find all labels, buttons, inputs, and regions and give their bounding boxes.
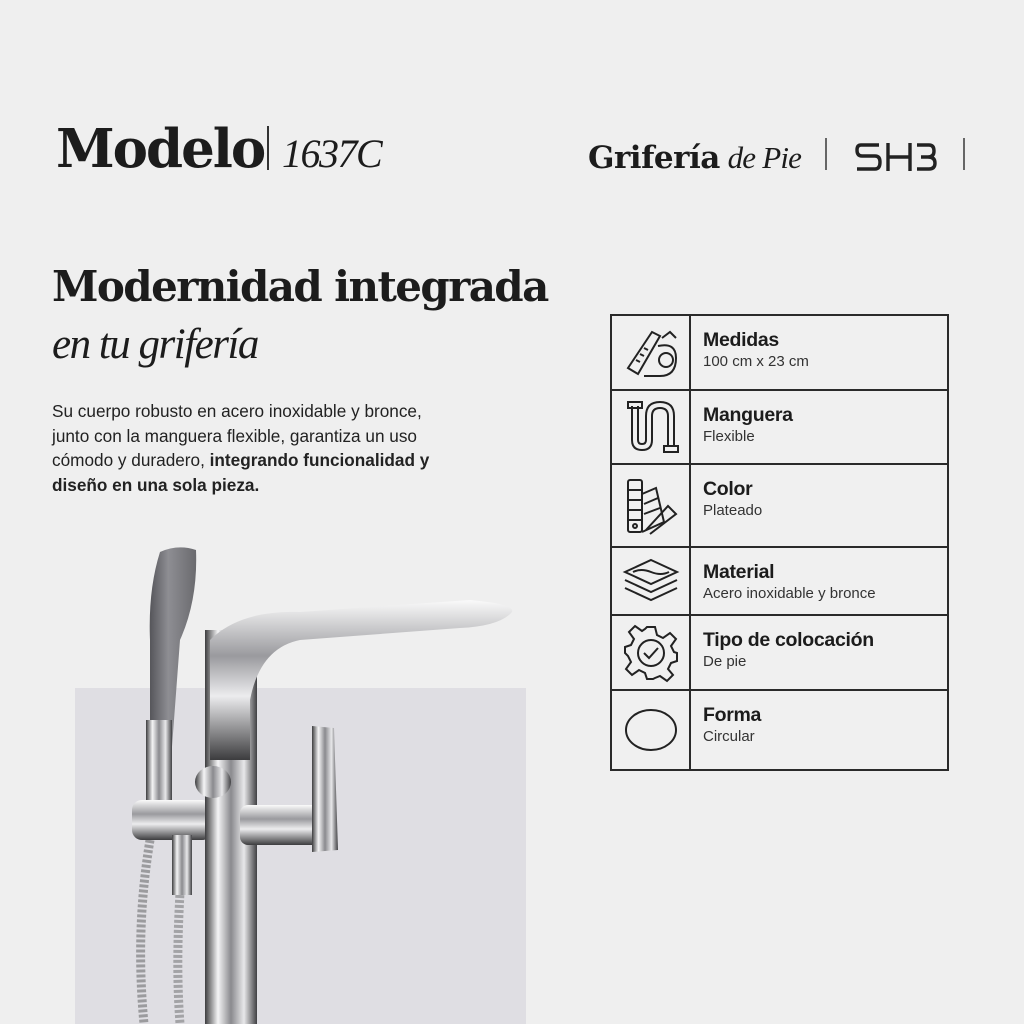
- spec-label: Forma: [703, 704, 762, 726]
- spec-table: [610, 314, 949, 771]
- model-title: Modelo: [56, 118, 265, 180]
- model-code: 1637C: [282, 131, 382, 176]
- hose-icon: [612, 391, 691, 463]
- brand-logo: [855, 141, 937, 178]
- spec-label: Manguera: [703, 404, 793, 426]
- color-swatch-icon: [612, 465, 691, 546]
- category-title: [588, 140, 801, 176]
- spec-row-medidas: [612, 316, 947, 391]
- spec-value: Circular: [703, 728, 755, 745]
- category-italic: de Pie: [727, 140, 802, 175]
- spec-row-color: [612, 465, 947, 548]
- spec-label: Tipo de colocación: [703, 629, 874, 651]
- description-emphasis: integrando funcionalidad y diseño en una sola pieza.: [52, 450, 430, 495]
- tape-measure-icon: [612, 316, 691, 389]
- spec-value: Flexible: [703, 428, 755, 445]
- spec-row-forma: [612, 691, 947, 769]
- category-bold: Grifería: [588, 140, 720, 176]
- spec-row-manguera: [612, 391, 947, 465]
- spec-value: Acero inoxidable y bronce: [703, 585, 876, 602]
- spec-row-material: [612, 548, 947, 616]
- layers-icon: [612, 548, 691, 614]
- description-text: Su cuerpo robusto en acero inoxidable y bronce, junto con la manguera flexible, garantiza un uso cómodo y duradero,: [52, 401, 422, 470]
- spec-value: De pie: [703, 653, 747, 670]
- oval-shape-icon: [612, 691, 691, 769]
- subheadline: en tu grifería: [52, 321, 258, 368]
- spec-label: Color: [703, 478, 753, 500]
- spec-value: 100 cm x 23 cm: [703, 353, 809, 370]
- headline: Modernidad integrada: [52, 262, 548, 311]
- spec-row-tipo-colocacion: [612, 616, 947, 691]
- divider: [825, 138, 827, 170]
- gear-check-icon: [612, 616, 691, 689]
- spec-value: Plateado: [703, 502, 763, 519]
- spec-label: Material: [703, 561, 775, 583]
- divider: [963, 138, 965, 170]
- spec-label: Medidas: [703, 329, 779, 351]
